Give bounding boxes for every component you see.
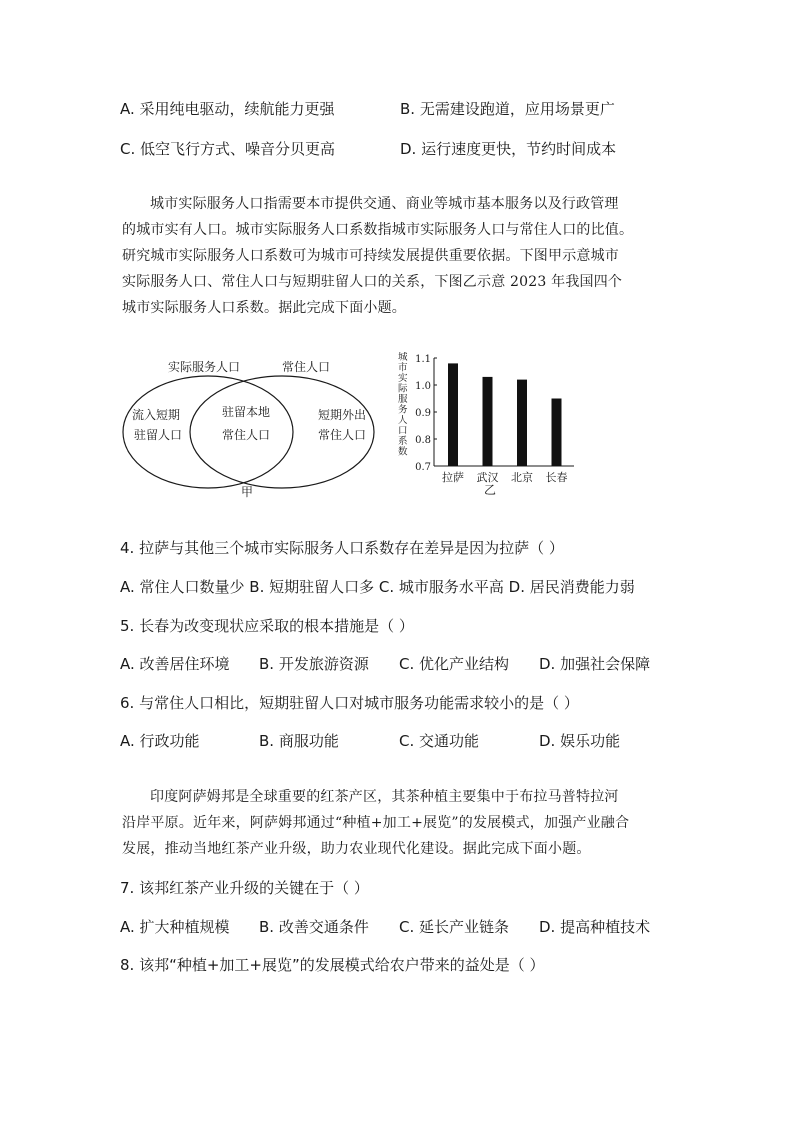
q5-option-a: A. 改善居住环境 xyxy=(120,655,230,673)
chart-ylabel xyxy=(398,352,408,458)
chart-y-tick-label: 0.8 xyxy=(415,435,431,446)
q6-option-c: C. 交通功能 xyxy=(399,732,480,750)
chart-y-tick-label: 0.7 xyxy=(415,462,431,473)
passage-1-line: 的城市实有人口。城市实际服务人口系数指城市实际服务人口与常住人口的比值。 xyxy=(122,222,634,238)
venn-diagram xyxy=(118,350,388,500)
chart-caption: 乙 xyxy=(484,483,497,497)
chart-bar xyxy=(483,377,493,466)
q7-option-b: B. 改善交通条件 xyxy=(259,918,369,936)
q3-option-c: C. 低空飞行方式、噪音分贝更高 xyxy=(120,140,336,158)
passage-1-line: 实际服务人口、常住人口与短期驻留人口的关系，下图乙示意 2023 年我国四个 xyxy=(122,274,623,290)
chart-ylabel-char: 市 xyxy=(398,362,408,374)
passage-2-line: 印度阿萨姆邦是全球重要的红茶产区，其茶种植主要集中于布拉马普特拉河 xyxy=(150,789,619,805)
chart-y-tick-label: 1.0 xyxy=(415,381,431,392)
venn-label-resident: 常住人口 xyxy=(282,360,331,374)
chart-bar xyxy=(517,380,527,466)
q5-option-b: B. 开发旅游资源 xyxy=(259,655,369,673)
q7-option-d: D. 提高种植技术 xyxy=(539,918,651,936)
chart-y-tick-label: 1.1 xyxy=(415,354,431,365)
passage-2-line: 沿岸平原。近年来，阿萨姆邦通过“种植+加工+展览”的发展模式，加强产业融合 xyxy=(122,815,630,831)
venn-caption: 甲 xyxy=(241,485,254,499)
venn-center-line2: 常住人口 xyxy=(222,428,271,442)
chart-ylabel-char: 实 xyxy=(398,373,408,384)
passage-1-line: 研究城市实际服务人口系数可为城市可持续发展提供重要依据。下图甲示意城市 xyxy=(122,248,619,264)
chart-ylabel-char: 数 xyxy=(398,446,408,458)
chart-ylabel-char: 口 xyxy=(398,425,408,437)
q3-option-a: A. 采用纯电驱动，续航能力更强 xyxy=(120,100,335,118)
venn-left-line1: 流入短期 xyxy=(132,408,181,422)
q6-stem: 6. 与常住人口相比，短期驻留人口对城市服务功能需求较小的是（ ） xyxy=(120,694,579,712)
q7-option-c: C. 延长产业链条 xyxy=(399,918,510,936)
q4-stem: 4. 拉萨与其他三个城市实际服务人口系数存在差异是因为拉萨（ ） xyxy=(120,539,564,557)
q6-option-d: D. 娱乐功能 xyxy=(539,732,621,750)
chart-ylabel-char: 务 xyxy=(398,404,408,416)
passage-1-line: 城市实际服务人口系数。据此完成下面小题。 xyxy=(122,300,406,316)
chart-ylabel-char: 系 xyxy=(398,436,408,447)
chart-ylabel-char: 人 xyxy=(398,415,408,426)
q8-stem: 8. 该邦“种植+加工+展览”的发展模式给农户带来的益处是（ ） xyxy=(120,956,545,974)
passage-1-line: 城市实际服务人口指需要本市提供交通、商业等城市基本服务以及行政管理 xyxy=(150,196,619,212)
venn-label-service: 实际服务人口 xyxy=(168,360,241,374)
chart-ylabel-char: 服 xyxy=(398,394,408,405)
venn-left-line2: 驻留人口 xyxy=(134,428,183,442)
chart-ylabel-char: 城 xyxy=(398,352,408,363)
chart-x-label: 长春 xyxy=(545,471,568,484)
chart-bar xyxy=(552,399,562,467)
bar-chart xyxy=(392,352,582,502)
chart-x-label: 武汉 xyxy=(476,471,499,484)
chart-y-tick-label: 0.9 xyxy=(415,408,431,419)
q4-options: A. 常住人口数量少 B. 短期驻留人口多 C. 城市服务水平高 D. 居民消费能力弱 xyxy=(120,578,635,596)
chart-x-label: 拉萨 xyxy=(442,471,464,484)
q5-option-c: C. 优化产业结构 xyxy=(399,655,510,673)
q7-option-a: A. 扩大种植规模 xyxy=(120,918,230,936)
q6-option-b: B. 商服功能 xyxy=(259,732,339,750)
q3-option-d: D. 运行速度更快，节约时间成本 xyxy=(400,140,617,158)
venn-right-line2: 常住人口 xyxy=(318,428,367,442)
q5-stem: 5. 长春为改变现状应采取的根本措施是（ ） xyxy=(120,617,414,635)
venn-right-line1: 短期外出 xyxy=(318,408,367,422)
passage-1 xyxy=(122,191,672,321)
venn-center-line1: 驻留本地 xyxy=(222,405,271,419)
q5-option-d: D. 加强社会保障 xyxy=(539,655,651,673)
chart-bar xyxy=(448,363,458,466)
chart-ylabel-char: 际 xyxy=(398,383,408,395)
q7-stem: 7. 该邦红茶产业升级的关键在于（ ） xyxy=(120,879,369,897)
q3-option-b: B. 无需建设跑道，应用场景更广 xyxy=(400,100,615,118)
chart-x-label: 北京 xyxy=(511,471,533,484)
q6-option-a: A. 行政功能 xyxy=(120,732,200,750)
passage-2 xyxy=(122,784,672,862)
passage-2-line: 发展，推动当地红茶产业升级，助力农业现代化建设。据此完成下面小题。 xyxy=(122,841,591,857)
